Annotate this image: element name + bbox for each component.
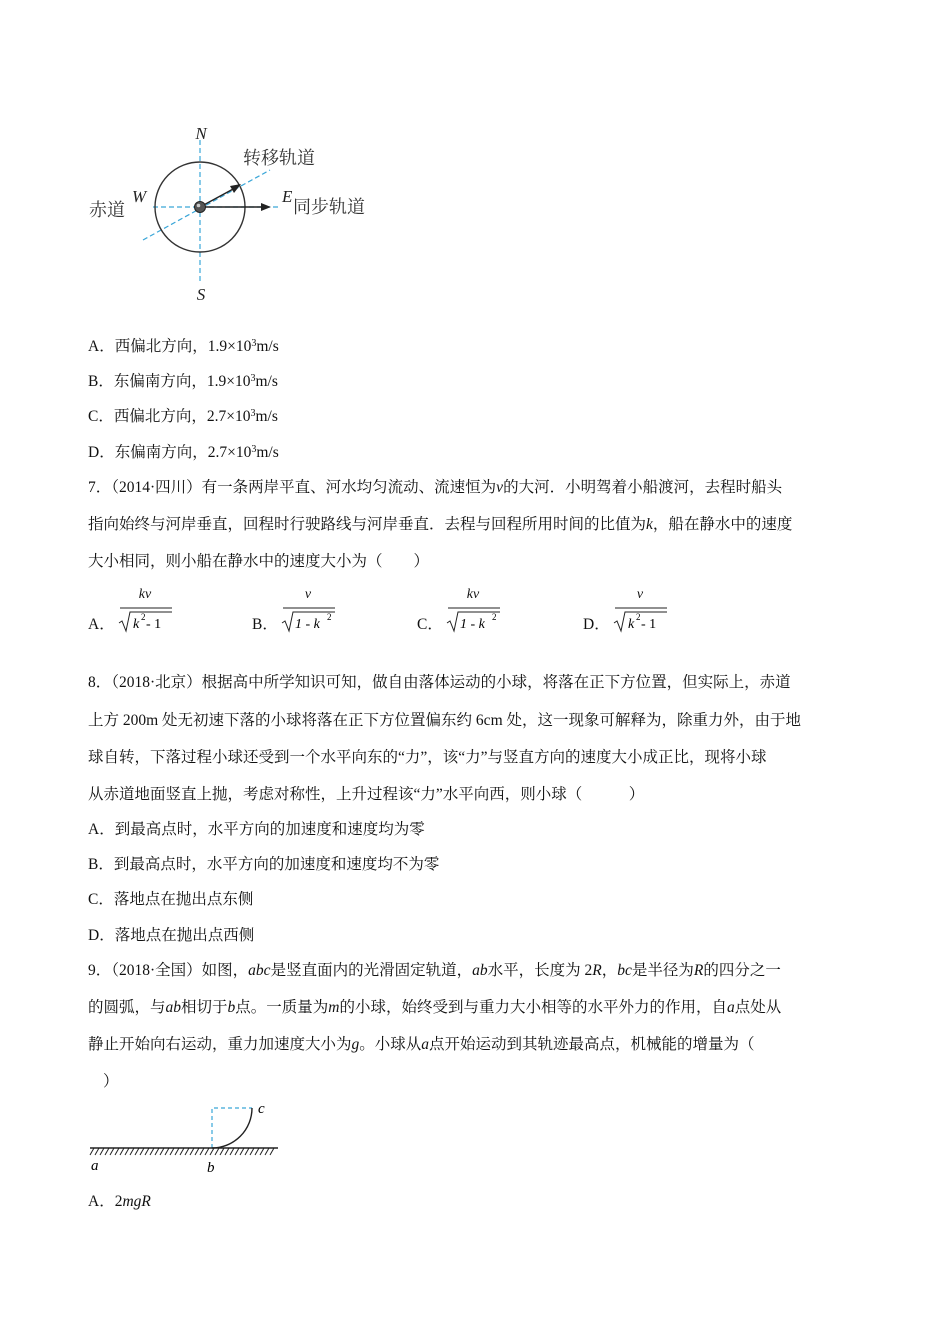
- svg-text:1 - k: 1 - k: [295, 617, 320, 632]
- q7-option-b: B．: [252, 616, 278, 633]
- q6-option-c: C．西偏北方向，$2.7\times 10^3m/s$: [88, 408, 278, 425]
- ground-hatch: [260, 1148, 264, 1155]
- point-c-label: c: [258, 1101, 265, 1117]
- point-b-label: b: [207, 1160, 215, 1176]
- ground-hatch: [185, 1148, 189, 1155]
- ground-hatch: [115, 1148, 119, 1155]
- svg-text:- 1: - 1: [641, 617, 657, 632]
- q7-option-c: C．: [417, 616, 443, 633]
- ground-hatch: [245, 1148, 249, 1155]
- q7-fraction-d: v k 2 - 1: [611, 586, 671, 636]
- ground-hatch: [175, 1148, 179, 1155]
- ground-hatch: [155, 1148, 159, 1155]
- q8-option-d: D．落地点在抛出点西侧: [88, 927, 255, 944]
- q9-option-a: A．2mgR: [88, 1193, 151, 1210]
- east-label: E: [282, 187, 293, 206]
- ground-hatch: [265, 1148, 269, 1155]
- ground-hatch: [95, 1148, 99, 1155]
- ground-hatch: [255, 1148, 259, 1155]
- q9-line-3: 静止开始向右运动，重力加速度大小为g。小球从a点开始运动到其轨迹最高点，机械能的增量为（: [88, 1036, 755, 1053]
- q9-line-4: ）: [103, 1073, 119, 1090]
- ground-hatch: [230, 1148, 234, 1155]
- q8-line-2: 上方 200m 处无初速下落的小球将落在正下方位置偏东约 6cm 处，这一现象可解释为，除重力外，由于地: [88, 712, 801, 729]
- ground-hatch: [160, 1148, 164, 1155]
- ground-hatch: [110, 1148, 114, 1155]
- q8-line-3: 球自转，下落过程小球还受到一个水平向东的“力”，该“力”与竖直方向的速度大小成正比，现将小球: [88, 749, 767, 766]
- q6-option-a: A．西偏北方向，$1.9\times 10^3m/s$: [88, 338, 279, 355]
- quarter-arc: [212, 1108, 252, 1148]
- ground-hatch: [195, 1148, 199, 1155]
- west-label: W: [132, 187, 147, 206]
- ground-hatch: [165, 1148, 169, 1155]
- ground-hatch: [190, 1148, 194, 1155]
- q8-option-c: C．落地点在抛出点东侧: [88, 891, 254, 908]
- svg-text:1 - k: 1 - k: [460, 617, 485, 632]
- track-diagram: [88, 1100, 288, 1180]
- q7-fraction-b: v 1 - k 2: [279, 586, 339, 636]
- ground-hatch: [210, 1148, 214, 1155]
- ground-hatch: [225, 1148, 229, 1155]
- q7-line-3: 大小相同，则小船在静水中的速度大小为（ ）: [88, 553, 430, 570]
- q7-option-d: D．: [583, 616, 610, 633]
- point-a-label: a: [91, 1158, 99, 1174]
- q7-fraction-c: kv 1 - k 2: [444, 586, 504, 636]
- ground-hatch: [140, 1148, 144, 1155]
- south-label: S: [196, 285, 206, 304]
- ground-hatch: [205, 1148, 209, 1155]
- north-label: N: [195, 124, 207, 143]
- earth-dot: [195, 202, 206, 213]
- ground-hatch: [145, 1148, 149, 1155]
- ground-hatch: [125, 1148, 129, 1155]
- q7-fraction-a: kv k 2 - 1: [116, 586, 176, 636]
- q8-option-b: B．到最高点时，水平方向的加速度和速度均不为零: [88, 856, 440, 873]
- ground-hatch: [240, 1148, 244, 1155]
- ground-hatch: [130, 1148, 134, 1155]
- ground-hatch: [100, 1148, 104, 1155]
- svg-text:2: 2: [327, 612, 332, 622]
- ground-hatch: [235, 1148, 239, 1155]
- ground-hatch: [90, 1148, 94, 1155]
- svg-text:k: k: [133, 617, 140, 632]
- ground-hatch: [180, 1148, 184, 1155]
- svg-text:2: 2: [636, 612, 641, 622]
- q6-option-b: B．东偏南方向，$1.9\times 10^3m/s$: [88, 373, 278, 390]
- ground-hatch: [270, 1148, 274, 1155]
- svg-text:k: k: [628, 617, 635, 632]
- q9-line-1: 9．（2018·全国）如图，abc是竖直面内的光滑固定轨道，ab水平，长度为 2R，bc是半径为R的四分之一: [88, 962, 781, 979]
- q8-line-4: 从赤道地面竖直上抛，考虑对称性，上升过程该“力”水平向西，则小球（ ）: [88, 786, 645, 803]
- q9-line-2: 的圆弧，与ab相切于b点。一质量为m的小球，始终受到与重力大小相等的水平外力的作用，自a点处从: [88, 999, 782, 1016]
- sync-label: 同步轨道: [293, 197, 365, 218]
- q7-line-2: 指向始终与河岸垂直，回程时行驶路线与河岸垂直．去程与回程所用时间的比值为k，船在静水中的速度: [88, 516, 793, 533]
- ground-hatch: [135, 1148, 139, 1155]
- q8-line-1: 8．（2018·北京）根据高中所学知识可知，做自由落体运动的小球，将落在正下方位置，但实际上，赤道: [88, 674, 791, 691]
- ground-hatch: [120, 1148, 124, 1155]
- q7-option-a: A．: [88, 616, 115, 633]
- ground-hatch: [220, 1148, 224, 1155]
- ground-hatch: [250, 1148, 254, 1155]
- svg-text:- 1: - 1: [146, 617, 162, 632]
- q7-line-1: 7．（2014·四川）有一条两岸平直、河水均匀流动、流速恒为v的大河．小明驾着小船渡河，去程时船头: [88, 479, 783, 496]
- ground-hatch: [105, 1148, 109, 1155]
- svg-text:2: 2: [492, 612, 497, 622]
- sync-arrowhead: [261, 203, 271, 211]
- ground-hatch: [215, 1148, 219, 1155]
- equator-label: 赤道: [89, 200, 125, 221]
- q8-option-a: A．到最高点时，水平方向的加速度和速度均为零: [88, 821, 425, 838]
- tilted-axis: [143, 170, 270, 240]
- ground-hatch: [170, 1148, 174, 1155]
- svg-text:2: 2: [141, 612, 146, 622]
- ground-hatch: [200, 1148, 204, 1155]
- orbit-diagram: [85, 122, 405, 312]
- ground-hatch: [150, 1148, 154, 1155]
- transfer-label: 转移轨道: [243, 148, 315, 169]
- q6-option-d: D．东偏南方向，$2.7\times 10^3m/s$: [88, 444, 279, 461]
